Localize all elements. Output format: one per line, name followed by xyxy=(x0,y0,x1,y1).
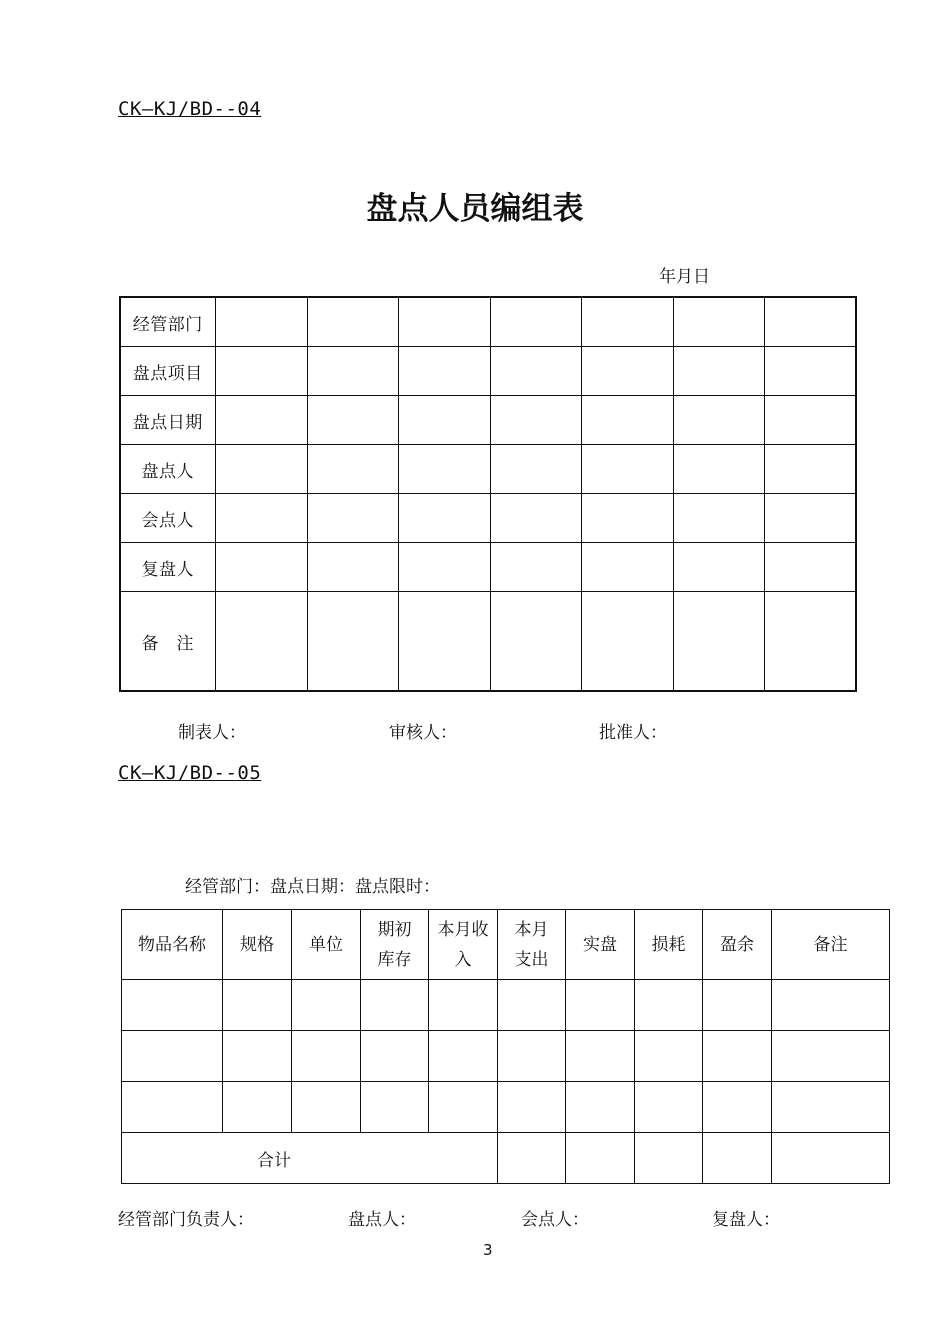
table-cell[interactable] xyxy=(429,980,498,1031)
table-cell[interactable] xyxy=(398,445,490,494)
column-header: 物品名称 xyxy=(122,910,223,980)
table-cell[interactable] xyxy=(703,1082,772,1133)
table-cell[interactable] xyxy=(490,445,581,494)
table-cell[interactable] xyxy=(764,543,856,592)
table-cell[interactable] xyxy=(215,543,307,592)
table-cell[interactable] xyxy=(581,592,673,692)
table-cell[interactable] xyxy=(292,1082,361,1133)
table-cell[interactable] xyxy=(215,347,307,396)
table-cell[interactable] xyxy=(673,592,764,692)
table-cell[interactable] xyxy=(581,494,673,543)
column-header: 备注 xyxy=(772,910,890,980)
form2-counter: 盘点人： xyxy=(348,1210,416,1230)
table-cell[interactable] xyxy=(429,1082,498,1133)
table-row xyxy=(120,347,856,396)
table-cell[interactable] xyxy=(764,494,856,543)
form2-rechecker: 复盘人： xyxy=(712,1210,780,1230)
column-header: 本月 支出 xyxy=(498,910,566,980)
table-cell[interactable] xyxy=(772,1133,890,1184)
table-cell[interactable] xyxy=(307,445,398,494)
table-cell[interactable] xyxy=(703,1031,772,1082)
table-cell[interactable] xyxy=(498,1082,566,1133)
form1-maker: 制表人： xyxy=(178,723,246,743)
table-cell[interactable] xyxy=(673,297,764,347)
table-cell[interactable] xyxy=(398,396,490,445)
table-cell[interactable] xyxy=(566,1133,635,1184)
column-header: 实盘 xyxy=(566,910,635,980)
form1-title: 盘点人员编组表 xyxy=(366,191,584,227)
table-cell[interactable] xyxy=(398,592,490,692)
column-header: 盈余 xyxy=(703,910,772,980)
table-cell[interactable] xyxy=(490,396,581,445)
table-cell[interactable] xyxy=(764,347,856,396)
table-cell[interactable] xyxy=(772,1082,890,1133)
table-cell[interactable] xyxy=(703,1133,772,1184)
table-cell[interactable] xyxy=(581,543,673,592)
table-cell[interactable] xyxy=(764,297,856,347)
table-cell[interactable] xyxy=(635,1133,703,1184)
table-cell[interactable] xyxy=(635,980,703,1031)
table-cell[interactable] xyxy=(673,445,764,494)
table-cell[interactable] xyxy=(223,980,292,1031)
table-cell[interactable] xyxy=(292,1031,361,1082)
form2-checker: 会点人： xyxy=(521,1210,589,1230)
table-cell[interactable] xyxy=(307,494,398,543)
table-cell[interactable] xyxy=(498,980,566,1031)
table-cell[interactable] xyxy=(772,1031,890,1082)
table-cell[interactable] xyxy=(398,494,490,543)
table-cell[interactable] xyxy=(635,1082,703,1133)
row-label: 备 注 xyxy=(120,592,215,692)
table-cell[interactable] xyxy=(215,396,307,445)
table-cell[interactable] xyxy=(292,980,361,1031)
table-cell[interactable] xyxy=(673,494,764,543)
form1-approver: 批准人： xyxy=(599,723,667,743)
column-header: 损耗 xyxy=(635,910,703,980)
total-row xyxy=(122,1133,890,1184)
table-cell[interactable] xyxy=(581,445,673,494)
table-cell[interactable] xyxy=(566,1031,635,1082)
row-label: 盘点日期 xyxy=(120,396,215,445)
table-cell[interactable] xyxy=(764,445,856,494)
table-cell[interactable] xyxy=(122,1082,223,1133)
form2-code: CK—KJ/BD--05 xyxy=(118,762,262,784)
table-row xyxy=(120,592,856,692)
column-header: 规格 xyxy=(223,910,292,980)
table-cell[interactable] xyxy=(635,1031,703,1082)
row-label: 盘点项目 xyxy=(120,347,215,396)
table-row xyxy=(120,494,856,543)
staff-grouping-table xyxy=(119,296,857,692)
table-cell[interactable] xyxy=(307,347,398,396)
form1-code: CK—KJ/BD--04 xyxy=(118,98,262,120)
page-number: 3 xyxy=(483,1241,493,1259)
table-cell[interactable] xyxy=(772,980,890,1031)
table-row xyxy=(122,1031,890,1082)
inventory-count-table xyxy=(121,909,890,1184)
table-cell[interactable] xyxy=(566,1082,635,1133)
table-cell[interactable] xyxy=(361,1031,429,1082)
table-cell[interactable] xyxy=(498,1133,566,1184)
table-row xyxy=(120,445,856,494)
header-row xyxy=(122,910,890,980)
table-cell[interactable] xyxy=(223,1082,292,1133)
column-header: 单位 xyxy=(292,910,361,980)
table-row xyxy=(120,297,856,347)
table-cell[interactable] xyxy=(215,445,307,494)
table-cell[interactable] xyxy=(490,592,581,692)
table-cell[interactable] xyxy=(581,297,673,347)
table-cell[interactable] xyxy=(673,347,764,396)
table-row xyxy=(120,396,856,445)
table-cell[interactable] xyxy=(566,980,635,1031)
row-label: 盘点人 xyxy=(120,445,215,494)
table-cell[interactable] xyxy=(673,543,764,592)
form2-dept-head: 经管部门负责人： xyxy=(118,1210,254,1230)
table-cell[interactable] xyxy=(122,980,223,1031)
form2-info-line: 经管部门：盘点日期：盘点限时： xyxy=(185,877,440,897)
table-cell[interactable] xyxy=(764,396,856,445)
table-cell[interactable] xyxy=(398,347,490,396)
table-cell[interactable] xyxy=(223,1031,292,1082)
table-cell[interactable] xyxy=(307,297,398,347)
column-header: 期初 库存 xyxy=(361,910,429,980)
table-cell[interactable] xyxy=(398,543,490,592)
table-cell[interactable] xyxy=(398,297,490,347)
form1-date-label: 年月日 xyxy=(659,267,710,287)
row-label: 经管部门 xyxy=(120,297,215,347)
table-row xyxy=(122,1082,890,1133)
table-cell[interactable] xyxy=(361,980,429,1031)
form1-reviewer: 审核人： xyxy=(389,723,457,743)
table-cell[interactable] xyxy=(307,592,398,692)
table-cell[interactable] xyxy=(764,592,856,692)
table-cell[interactable] xyxy=(215,297,307,347)
table-cell[interactable] xyxy=(361,1082,429,1133)
table-cell[interactable] xyxy=(307,543,398,592)
table-cell[interactable] xyxy=(490,494,581,543)
table-cell[interactable] xyxy=(215,592,307,692)
table-cell[interactable] xyxy=(581,396,673,445)
table-cell[interactable] xyxy=(703,980,772,1031)
table-cell[interactable] xyxy=(673,396,764,445)
column-header: 本月收 入 xyxy=(429,910,498,980)
table-cell[interactable] xyxy=(490,297,581,347)
table-cell[interactable] xyxy=(581,347,673,396)
table-cell[interactable] xyxy=(490,347,581,396)
table-row xyxy=(120,543,856,592)
row-label: 复盘人 xyxy=(120,543,215,592)
table-cell[interactable] xyxy=(490,543,581,592)
table-cell[interactable] xyxy=(122,1031,223,1082)
table-cell[interactable] xyxy=(215,494,307,543)
table-row xyxy=(122,980,890,1031)
table-cell[interactable] xyxy=(498,1031,566,1082)
table-cell[interactable] xyxy=(429,1031,498,1082)
table-cell[interactable] xyxy=(307,396,398,445)
total-label: 合计 xyxy=(122,1133,498,1184)
row-label: 会点人 xyxy=(120,494,215,543)
